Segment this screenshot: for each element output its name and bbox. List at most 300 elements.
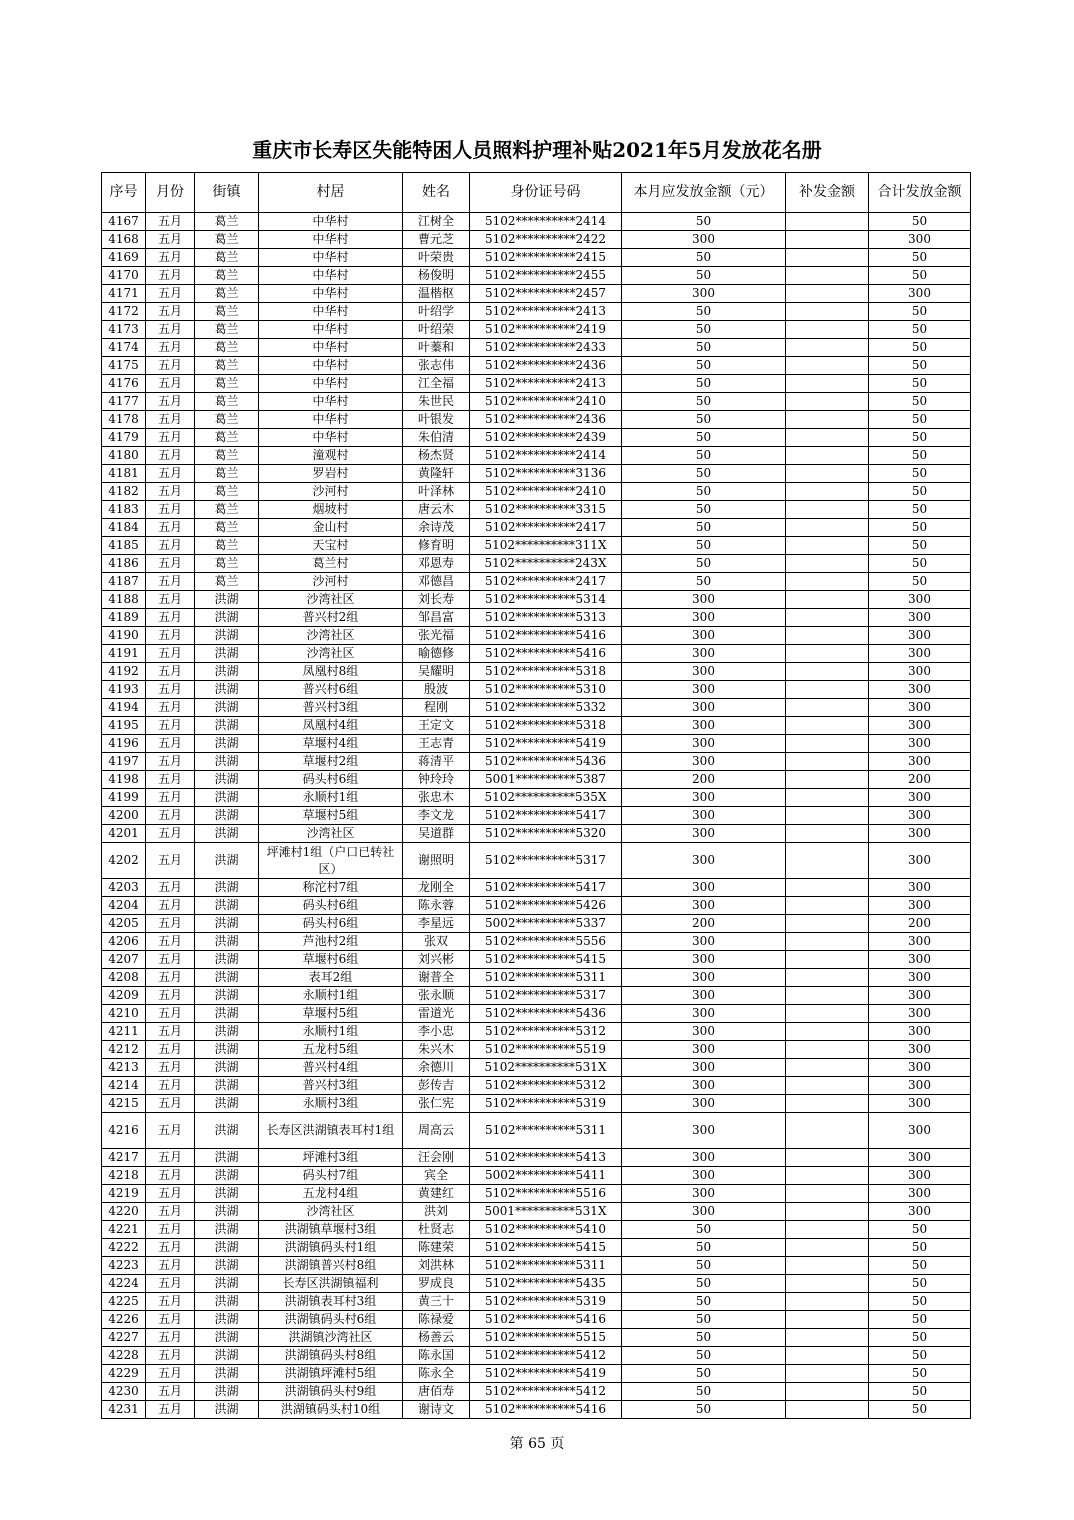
cell-village: 中华村 (259, 429, 403, 447)
cell-id-number: 5102**********5318 (470, 717, 622, 735)
cell-month: 五月 (146, 1095, 195, 1113)
cell-village: 潼观村 (259, 447, 403, 465)
cell-monthly-amount: 300 (622, 681, 786, 699)
cell-supplement (786, 375, 869, 393)
cell-id-number: 5102**********5317 (470, 987, 622, 1005)
cell-town: 葛兰 (195, 267, 259, 285)
cell-village: 天宝村 (259, 537, 403, 555)
cell-index: 4171 (102, 285, 146, 303)
table-row (102, 339, 971, 357)
cell-monthly-amount: 50 (622, 1221, 786, 1239)
cell-index: 4172 (102, 303, 146, 321)
cell-month: 五月 (146, 1329, 195, 1347)
cell-month: 五月 (146, 627, 195, 645)
cell-name: 雷道光 (403, 1005, 470, 1023)
cell-supplement (786, 663, 869, 681)
cell-total: 300 (869, 789, 971, 807)
cell-index: 4178 (102, 411, 146, 429)
cell-monthly-amount: 300 (622, 591, 786, 609)
cell-monthly-amount: 300 (622, 969, 786, 987)
cell-supplement (786, 339, 869, 357)
table-row (102, 249, 971, 267)
cell-total: 300 (869, 1185, 971, 1203)
cell-monthly-amount: 50 (622, 465, 786, 483)
cell-supplement (786, 951, 869, 969)
cell-month: 五月 (146, 1023, 195, 1041)
cell-supplement (786, 591, 869, 609)
cell-id-number: 5102**********5311 (470, 1257, 622, 1275)
cell-total: 300 (869, 1041, 971, 1059)
cell-index: 4227 (102, 1329, 146, 1347)
cell-village: 凤凰村4组 (259, 717, 403, 735)
cell-month: 五月 (146, 213, 195, 231)
cell-total: 300 (869, 1149, 971, 1167)
cell-index: 4176 (102, 375, 146, 393)
cell-total: 50 (869, 465, 971, 483)
cell-town: 洪湖 (195, 627, 259, 645)
cell-supplement (786, 807, 869, 825)
table-row (102, 1095, 971, 1113)
cell-month: 五月 (146, 465, 195, 483)
cell-month: 五月 (146, 735, 195, 753)
cell-name: 陈建荣 (403, 1239, 470, 1257)
cell-village: 坪滩村3组 (259, 1149, 403, 1167)
cell-total: 50 (869, 411, 971, 429)
cell-id-number: 5102**********5318 (470, 663, 622, 681)
cell-monthly-amount: 300 (622, 933, 786, 951)
cell-supplement (786, 915, 869, 933)
table-row (102, 1257, 971, 1275)
cell-name: 刘兴彬 (403, 951, 470, 969)
cell-month: 五月 (146, 249, 195, 267)
cell-total: 50 (869, 375, 971, 393)
cell-id-number: 5102**********5436 (470, 753, 622, 771)
table-row (102, 699, 971, 717)
cell-name: 刘长寿 (403, 591, 470, 609)
cell-supplement (786, 1239, 869, 1257)
cell-total: 50 (869, 537, 971, 555)
cell-supplement (786, 1005, 869, 1023)
cell-supplement (786, 1329, 869, 1347)
cell-town: 洪湖 (195, 1167, 259, 1185)
cell-total: 50 (869, 1311, 971, 1329)
cell-village: 永顺村1组 (259, 987, 403, 1005)
cell-index: 4215 (102, 1095, 146, 1113)
cell-id-number: 5102**********2415 (470, 249, 622, 267)
cell-supplement (786, 681, 869, 699)
cell-id-number: 5102**********5435 (470, 1275, 622, 1293)
col-header-month: 月份 (146, 173, 195, 213)
cell-supplement (786, 1383, 869, 1401)
cell-month: 五月 (146, 519, 195, 537)
cell-month: 五月 (146, 285, 195, 303)
cell-index: 4218 (102, 1167, 146, 1185)
cell-monthly-amount: 300 (622, 699, 786, 717)
cell-town: 葛兰 (195, 411, 259, 429)
cell-name: 李星远 (403, 915, 470, 933)
col-header-village: 村居 (259, 173, 403, 213)
cell-index: 4190 (102, 627, 146, 645)
cell-month: 五月 (146, 1059, 195, 1077)
cell-village: 沙湾社区 (259, 645, 403, 663)
cell-total: 300 (869, 1095, 971, 1113)
cell-supplement (786, 1203, 869, 1221)
cell-monthly-amount: 300 (622, 717, 786, 735)
cell-month: 五月 (146, 411, 195, 429)
cell-supplement (786, 1077, 869, 1095)
cell-village: 码头村6组 (259, 771, 403, 789)
cell-month: 五月 (146, 1167, 195, 1185)
cell-monthly-amount: 300 (622, 1077, 786, 1095)
cell-id-number: 5102**********2457 (470, 285, 622, 303)
cell-village: 草堰村4组 (259, 735, 403, 753)
cell-monthly-amount: 300 (622, 879, 786, 897)
cell-total: 50 (869, 483, 971, 501)
cell-village: 表耳2组 (259, 969, 403, 987)
cell-supplement (786, 987, 869, 1005)
cell-name: 曹元芝 (403, 231, 470, 249)
cell-village: 中华村 (259, 303, 403, 321)
cell-index: 4206 (102, 933, 146, 951)
cell-name: 叶绍学 (403, 303, 470, 321)
cell-supplement (786, 393, 869, 411)
table-row (102, 501, 971, 519)
cell-monthly-amount: 300 (622, 645, 786, 663)
cell-monthly-amount: 50 (622, 303, 786, 321)
cell-monthly-amount: 50 (622, 393, 786, 411)
cell-index: 4177 (102, 393, 146, 411)
cell-id-number: 5102**********5413 (470, 1149, 622, 1167)
page-number: 第 65 页 (509, 1436, 565, 1452)
cell-name: 唐佰寿 (403, 1383, 470, 1401)
cell-total: 300 (869, 591, 971, 609)
cell-total: 50 (869, 267, 971, 285)
cell-village: 洪湖镇码头村8组 (259, 1347, 403, 1365)
cell-index: 4217 (102, 1149, 146, 1167)
cell-month: 五月 (146, 1203, 195, 1221)
cell-name: 江树全 (403, 213, 470, 231)
cell-id-number: 5102**********2422 (470, 231, 622, 249)
cell-supplement (786, 1113, 869, 1149)
cell-index: 4183 (102, 501, 146, 519)
cell-total: 300 (869, 1167, 971, 1185)
cell-village: 洪湖镇码头村1组 (259, 1239, 403, 1257)
table-row (102, 609, 971, 627)
document-title: 重庆市长寿区失能特困人员照料护理补贴2021年5月发放花名册 (252, 138, 822, 162)
cell-town: 葛兰 (195, 303, 259, 321)
cell-id-number: 5001**********531X (470, 1203, 622, 1221)
cell-monthly-amount: 300 (622, 1041, 786, 1059)
cell-total: 50 (869, 1401, 971, 1419)
cell-index: 4168 (102, 231, 146, 249)
cell-village: 中华村 (259, 411, 403, 429)
cell-monthly-amount: 300 (622, 1203, 786, 1221)
cell-id-number: 5102**********5519 (470, 1041, 622, 1059)
cell-name: 陈禄爱 (403, 1311, 470, 1329)
cell-supplement (786, 699, 869, 717)
cell-supplement (786, 1257, 869, 1275)
cell-monthly-amount: 300 (622, 987, 786, 1005)
cell-name: 黄三十 (403, 1293, 470, 1311)
cell-supplement (786, 249, 869, 267)
cell-total: 300 (869, 1059, 971, 1077)
cell-name: 张双 (403, 933, 470, 951)
cell-monthly-amount: 50 (622, 1383, 786, 1401)
cell-total: 50 (869, 339, 971, 357)
cell-town: 洪湖 (195, 897, 259, 915)
table-row (102, 933, 971, 951)
table-row (102, 1365, 971, 1383)
cell-town: 葛兰 (195, 393, 259, 411)
cell-name: 叶蓁和 (403, 339, 470, 357)
cell-village: 洪湖镇表耳村3组 (259, 1293, 403, 1311)
cell-month: 五月 (146, 1401, 195, 1419)
cell-town: 洪湖 (195, 663, 259, 681)
cell-index: 4200 (102, 807, 146, 825)
cell-id-number: 5102**********5515 (470, 1329, 622, 1347)
cell-index: 4196 (102, 735, 146, 753)
cell-total: 300 (869, 807, 971, 825)
cell-id-number: 5102**********311X (470, 537, 622, 555)
cell-village: 沙湾社区 (259, 1203, 403, 1221)
cell-month: 五月 (146, 555, 195, 573)
roster-table (101, 172, 971, 1419)
cell-name: 吴耀明 (403, 663, 470, 681)
table-row (102, 915, 971, 933)
cell-supplement (786, 1041, 869, 1059)
table-row (102, 663, 971, 681)
table-row (102, 771, 971, 789)
cell-month: 五月 (146, 1149, 195, 1167)
cell-month: 五月 (146, 501, 195, 519)
cell-total: 50 (869, 1257, 971, 1275)
cell-monthly-amount: 50 (622, 1239, 786, 1257)
cell-index: 4182 (102, 483, 146, 501)
cell-total: 50 (869, 429, 971, 447)
cell-total: 300 (869, 627, 971, 645)
cell-town: 洪湖 (195, 1329, 259, 1347)
cell-name: 张忠木 (403, 789, 470, 807)
table-row (102, 321, 971, 339)
cell-name: 彭传吉 (403, 1077, 470, 1095)
table-row (102, 1185, 971, 1203)
cell-id-number: 5102**********5310 (470, 681, 622, 699)
cell-village: 草堰村6组 (259, 951, 403, 969)
cell-name: 朱伯清 (403, 429, 470, 447)
cell-total: 300 (869, 645, 971, 663)
cell-name: 刘洪林 (403, 1257, 470, 1275)
cell-town: 洪湖 (195, 933, 259, 951)
cell-month: 五月 (146, 573, 195, 591)
table-row (102, 555, 971, 573)
cell-monthly-amount: 300 (622, 807, 786, 825)
cell-monthly-amount: 300 (622, 1167, 786, 1185)
cell-monthly-amount: 50 (622, 357, 786, 375)
cell-id-number: 5102**********5319 (470, 1293, 622, 1311)
table-row (102, 1221, 971, 1239)
cell-town: 洪湖 (195, 1041, 259, 1059)
cell-name: 杜贤志 (403, 1221, 470, 1239)
cell-town: 洪湖 (195, 825, 259, 843)
cell-id-number: 5102**********5317 (470, 843, 622, 879)
cell-total: 300 (869, 663, 971, 681)
cell-total: 300 (869, 987, 971, 1005)
cell-monthly-amount: 50 (622, 339, 786, 357)
cell-id-number: 5001**********5387 (470, 771, 622, 789)
cell-month: 五月 (146, 1239, 195, 1257)
cell-index: 4231 (102, 1401, 146, 1419)
cell-town: 洪湖 (195, 951, 259, 969)
cell-id-number: 5102**********2436 (470, 411, 622, 429)
cell-index: 4201 (102, 825, 146, 843)
cell-month: 五月 (146, 375, 195, 393)
cell-total: 300 (869, 699, 971, 717)
cell-name: 钟玲玲 (403, 771, 470, 789)
cell-id-number: 5102**********2414 (470, 213, 622, 231)
cell-index: 4220 (102, 1203, 146, 1221)
table-row (102, 1041, 971, 1059)
cell-supplement (786, 789, 869, 807)
cell-total: 50 (869, 519, 971, 537)
cell-month: 五月 (146, 897, 195, 915)
cell-village: 洪湖镇码头村9组 (259, 1383, 403, 1401)
cell-name: 陈永蓉 (403, 897, 470, 915)
cell-month: 五月 (146, 987, 195, 1005)
cell-town: 洪湖 (195, 1401, 259, 1419)
table-row (102, 411, 971, 429)
cell-name: 朱世民 (403, 393, 470, 411)
cell-town: 洪湖 (195, 699, 259, 717)
cell-index: 4192 (102, 663, 146, 681)
cell-village: 码头村6组 (259, 897, 403, 915)
cell-total: 200 (869, 915, 971, 933)
cell-id-number: 5102**********5417 (470, 879, 622, 897)
cell-monthly-amount: 50 (622, 321, 786, 339)
table-row (102, 717, 971, 735)
cell-town: 洪湖 (195, 1293, 259, 1311)
cell-supplement (786, 1185, 869, 1203)
cell-town: 洪湖 (195, 717, 259, 735)
table-row (102, 231, 971, 249)
cell-monthly-amount: 50 (622, 1365, 786, 1383)
cell-supplement (786, 897, 869, 915)
cell-name: 黄隆轩 (403, 465, 470, 483)
cell-supplement (786, 501, 869, 519)
table-row (102, 357, 971, 375)
cell-village: 洪湖镇沙湾社区 (259, 1329, 403, 1347)
cell-id-number: 5102**********2413 (470, 303, 622, 321)
cell-id-number: 5102**********2455 (470, 267, 622, 285)
cell-total: 300 (869, 681, 971, 699)
cell-index: 4208 (102, 969, 146, 987)
cell-index: 4203 (102, 879, 146, 897)
cell-index: 4197 (102, 753, 146, 771)
cell-village: 五龙村4组 (259, 1185, 403, 1203)
cell-village: 永顺村1组 (259, 1023, 403, 1041)
cell-name: 江全福 (403, 375, 470, 393)
cell-month: 五月 (146, 717, 195, 735)
cell-id-number: 5102**********2414 (470, 447, 622, 465)
cell-month: 五月 (146, 951, 195, 969)
cell-id-number: 5102**********5319 (470, 1095, 622, 1113)
cell-town: 洪湖 (195, 1077, 259, 1095)
cell-month: 五月 (146, 303, 195, 321)
cell-town: 洪湖 (195, 753, 259, 771)
cell-village: 洪湖镇坪滩村5组 (259, 1365, 403, 1383)
cell-supplement (786, 753, 869, 771)
cell-monthly-amount: 300 (622, 1023, 786, 1041)
cell-name: 蒋清平 (403, 753, 470, 771)
cell-month: 五月 (146, 1275, 195, 1293)
cell-month: 五月 (146, 1383, 195, 1401)
table-row (102, 393, 971, 411)
cell-total: 50 (869, 213, 971, 231)
cell-supplement (786, 267, 869, 285)
cell-supplement (786, 321, 869, 339)
cell-village: 烟坡村 (259, 501, 403, 519)
cell-village: 草堰村2组 (259, 753, 403, 771)
cell-village: 坪滩村1组（户口已转社区） (259, 843, 403, 879)
cell-index: 4167 (102, 213, 146, 231)
table-row (102, 1077, 971, 1095)
cell-name: 陈永国 (403, 1347, 470, 1365)
cell-village: 永顺村3组 (259, 1095, 403, 1113)
cell-index: 4222 (102, 1239, 146, 1257)
table-row (102, 267, 971, 285)
cell-village: 普兴村2组 (259, 609, 403, 627)
cell-name: 吴道群 (403, 825, 470, 843)
table-row (102, 1275, 971, 1293)
table-row (102, 303, 971, 321)
cell-index: 4213 (102, 1059, 146, 1077)
cell-total: 50 (869, 1275, 971, 1293)
cell-supplement (786, 933, 869, 951)
table-body (102, 213, 971, 1419)
cell-month: 五月 (146, 1005, 195, 1023)
cell-month: 五月 (146, 825, 195, 843)
cell-name: 叶荣贵 (403, 249, 470, 267)
cell-index: 4198 (102, 771, 146, 789)
cell-index: 4223 (102, 1257, 146, 1275)
cell-village: 沙河村 (259, 483, 403, 501)
cell-town: 葛兰 (195, 537, 259, 555)
cell-month: 五月 (146, 321, 195, 339)
cell-monthly-amount: 50 (622, 1275, 786, 1293)
cell-index: 4181 (102, 465, 146, 483)
cell-month: 五月 (146, 789, 195, 807)
cell-town: 洪湖 (195, 1005, 259, 1023)
cell-total: 300 (869, 969, 971, 987)
cell-id-number: 5102**********5415 (470, 951, 622, 969)
cell-index: 4180 (102, 447, 146, 465)
cell-total: 50 (869, 573, 971, 591)
cell-name: 黄建红 (403, 1185, 470, 1203)
table-row (102, 375, 971, 393)
cell-town: 葛兰 (195, 483, 259, 501)
cell-month: 五月 (146, 1311, 195, 1329)
cell-town: 葛兰 (195, 375, 259, 393)
col-header-id-number: 身份证号码 (470, 173, 622, 213)
cell-town: 洪湖 (195, 1095, 259, 1113)
cell-index: 4229 (102, 1365, 146, 1383)
table-row (102, 1383, 971, 1401)
cell-id-number: 5102**********5312 (470, 1077, 622, 1095)
cell-index: 4211 (102, 1023, 146, 1041)
cell-total: 300 (869, 1113, 971, 1149)
cell-supplement (786, 429, 869, 447)
cell-id-number: 5102**********5416 (470, 1401, 622, 1419)
cell-index: 4187 (102, 573, 146, 591)
